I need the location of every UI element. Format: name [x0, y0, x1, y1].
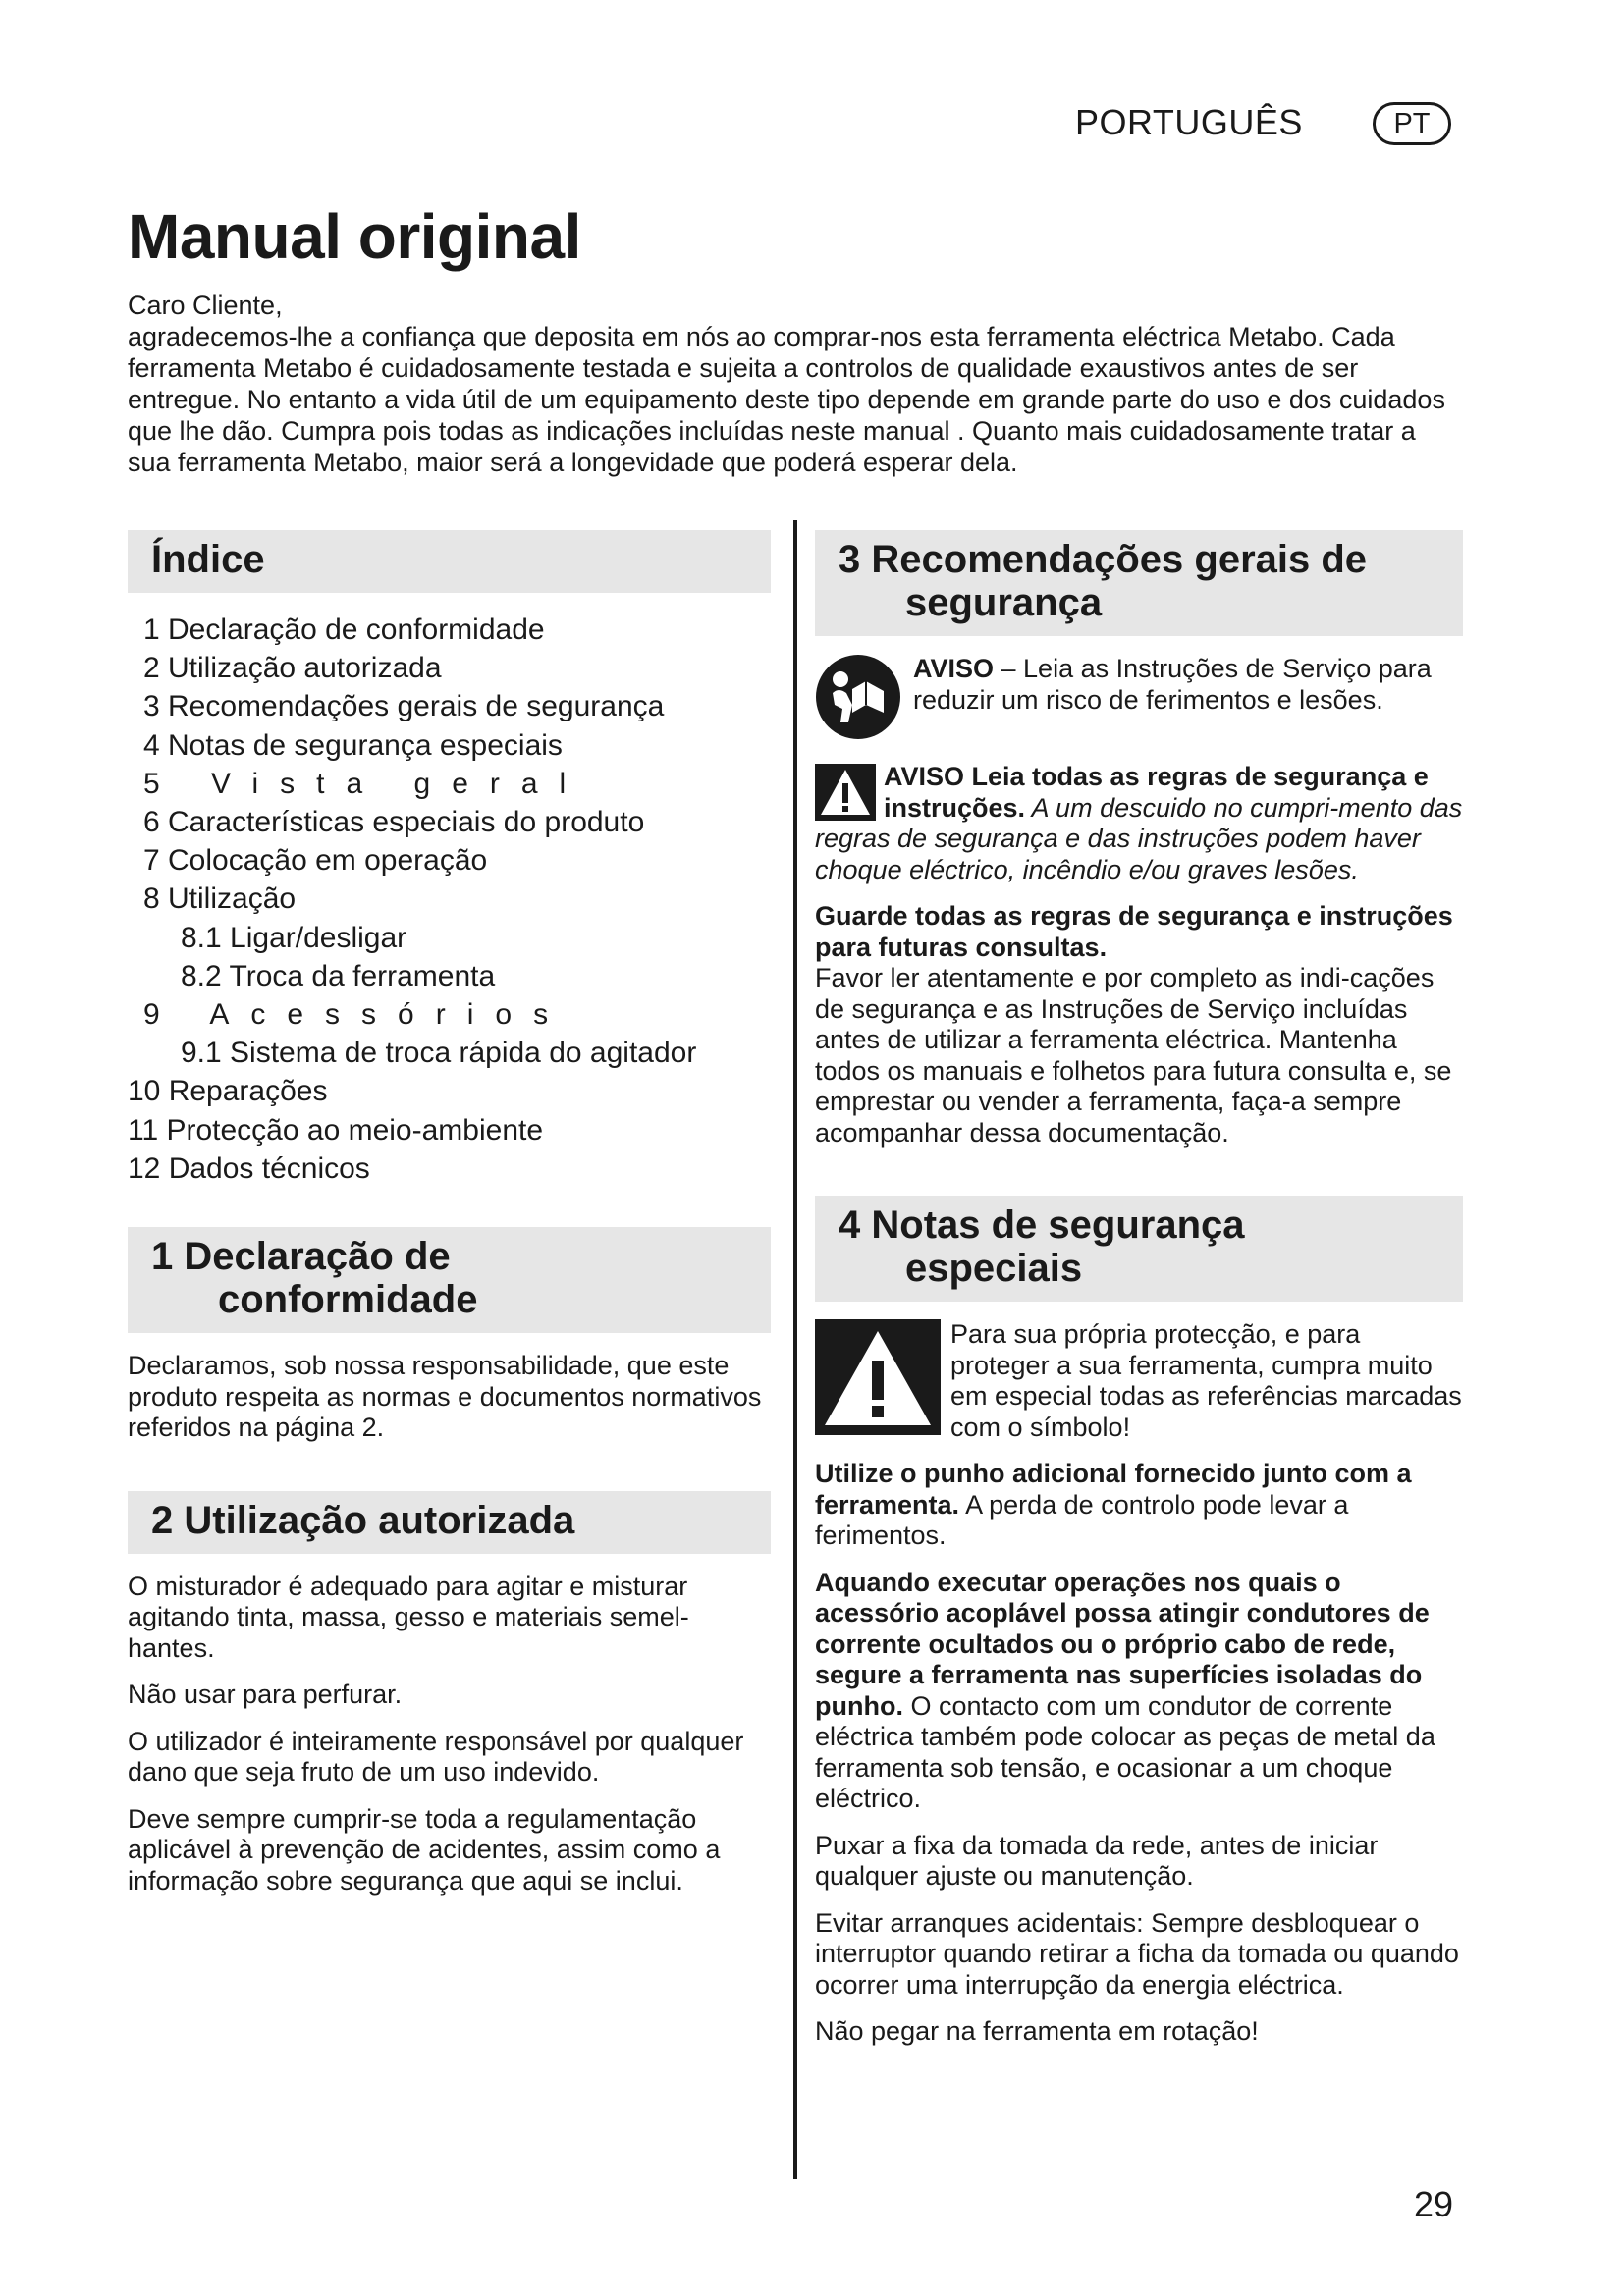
section-2-paragraph: Deve sempre cumprir-se toda a regulamentação aplicável à prevenção de acidentes, assim como a informação sobre segurança que aqui se inclui. [128, 1803, 721, 1896]
toc-item[interactable]: 11 Protecção ao meio-ambiente [128, 1113, 544, 1147]
section-4-number: 4 [839, 1203, 861, 1247]
keep-bold: Guarde todas as regras de segurança e instruções para futuras consultas. [815, 901, 1453, 962]
toc-item[interactable]: 12 Dados técnicos [128, 1151, 370, 1185]
read-manual-notice-text [913, 654, 1463, 716]
notice-1-text: – Leia as Instruções de Serviço para reduzir um risco de ferimentos e lesões. [913, 654, 1432, 715]
section-1-title-line2: conformidade [218, 1278, 478, 1322]
keep-instructions-text [815, 901, 1463, 1148]
toc-item[interactable]: 5 Vista geral [143, 767, 588, 800]
left-column [128, 530, 771, 1912]
toc-item[interactable]: 1 Declaração de conformidade [143, 614, 545, 646]
keep-text: Favor ler atentamente e por completo as indi-cações de segurança e as Instruções de Serviço incluídas antes de utilizar a ferramenta eléctrica. Mantenha todos os manuais e folhetos para futura consulta e, se emprestar ou vender a ferramenta, faça-a sempre acompanhar dessa documentação. [815, 963, 1452, 1148]
toc-item[interactable]: 10 Reparações [128, 1075, 328, 1108]
page-title: Manual original [128, 201, 581, 272]
read-manual-icon [815, 654, 901, 740]
toc-heading-text: Índice [151, 538, 265, 581]
section-1-title-line1: Declaração de [184, 1235, 451, 1279]
toc-item[interactable]: 4 Notas de segurança especiais [143, 728, 563, 762]
special-warning-notice [815, 1319, 1463, 1443]
toc-item[interactable]: 6 Características especiais do produto [143, 806, 645, 839]
page-number: 29 [1414, 2184, 1454, 2224]
toc-subitem[interactable]: 8.1 Ligar/desligar [181, 921, 407, 954]
section-1-number: 1 [151, 1235, 174, 1279]
intro-greeting: Caro Cliente, [128, 291, 283, 320]
toc-subitem[interactable]: 9.1 Sistema de troca rápida do agitador [181, 1037, 697, 1070]
section-1-text: Declaramos, sob nossa responsabilidade, que este produto respeita as normas e documentos normativos referidos na página 2. [128, 1351, 762, 1443]
toc-subitem[interactable]: 8.2 Troca da ferramenta [181, 959, 496, 992]
section-4-title-line2: especiais [905, 1247, 1083, 1290]
special-warning-text: Para sua própria protecção, e para proteger a sua ferramenta, cumpra muito em especial todas as referências marcadas com o símbolo! [950, 1319, 1462, 1442]
section-4-title-line1: Notas de segurança [871, 1203, 1245, 1247]
section-3-number: 3 [839, 538, 861, 581]
section-2-number: 2 [151, 1498, 174, 1542]
section-4-paragraph-5: Não pegar na ferramenta em rotação! [815, 2016, 1259, 2046]
section-2-heading [128, 1491, 771, 1554]
section-4-paragraph-3: Puxar a fixa da tomada da rede, antes de iniciar qualquer ajuste ou manutenção. [815, 1830, 1379, 1891]
section-3-heading [815, 530, 1463, 636]
notice-2-italic: A um descuido no cumpri-mento das regras de segurança e das instruções podem haver choque eléctrico, incêndio e/ou graves lesões. [815, 792, 1463, 884]
language-label: PORTUGUÊS [1075, 102, 1303, 142]
column-divider [793, 520, 797, 2179]
right-column [815, 530, 1463, 2063]
warning-notice [815, 762, 1463, 885]
section-1-heading [128, 1227, 771, 1333]
section-4-paragraph-4: Evitar arranques acidentais: Sempre desbloquear o interruptor quando retirar a ficha da tomada ou quando ocorrer uma interrupção da energia eléctrica. [815, 1907, 1459, 2000]
p2-bold: Aquando executar operações nos quais o acessório acoplável possa atingir condutores de corrente ocultados ou o próprio cabo de rede, segure a ferramenta nas superfícies isoladas do punho. [815, 1567, 1430, 1721]
section-4-paragraph-1 [815, 1459, 1463, 1552]
read-manual-notice [815, 654, 1463, 748]
intro-text: agradecemos-lhe a confiança que deposita em nós ao comprar-nos esta ferramenta eléctrica Metabo. Cada ferramenta Metabo é cuidadosamente testada e sujeita a controlos de qualidade exaustivos antes de ser entregue. No entanto a vida útil de um equipamento deste tipo depende em grande parte do uso e dos cuidados que lhe dão. Cumpra pois todas as indicações incluídas neste manual . Quanto mais cuidadosamente tratar a sua ferramenta Metabo, maior será a longevidade que poderá esperar dela. [128, 322, 1445, 477]
p2-text: O contacto com um condutor de corrente eléctrica também pode colocar as peças de metal da ferramenta sob tensão, e ocasionar a um choque eléctrico. [815, 1690, 1435, 1813]
warning-icon [815, 764, 876, 821]
section-2-title: Utilização autorizada [184, 1498, 575, 1542]
toc-item[interactable]: 3 Recomendações gerais de segurança [143, 690, 665, 723]
warning-notice-text [815, 762, 1463, 885]
table-of-contents [128, 611, 771, 1188]
section-3-title-line1: Recomendações gerais de [871, 538, 1368, 581]
warning-triangle-icon [815, 1319, 941, 1435]
section-4-paragraph-2 [815, 1568, 1463, 1815]
toc-item[interactable]: 9 Acessórios [143, 998, 570, 1032]
toc-item[interactable]: 7 Colocação em operação [143, 844, 488, 878]
toc-item[interactable]: 2 Utilização autorizada [143, 652, 442, 685]
section-2-paragraph: O misturador é adequado para agitar e misturar agitando tinta, massa, gesso e materiais semel-hantes. [128, 1571, 689, 1663]
notice-1-bold: AVISO [913, 654, 995, 683]
section-2-paragraph: Não usar para perfurar. [128, 1680, 403, 1710]
language-code-badge: PT [1373, 102, 1451, 145]
p1-text: A perda de controlo pode levar a ferimentos. [815, 1489, 1349, 1550]
language-header [1075, 98, 1468, 153]
notice-2-bold: AVISO Leia todas as regras de segurança e instruções. [884, 762, 1429, 823]
p1-bold: Utilize o punho adicional fornecido junto com a ferramenta. [815, 1459, 1412, 1520]
section-2-paragraph: O utilizador é inteiramente responsável por qualquer dano que seja fruto de um uso indevido. [128, 1726, 744, 1788]
section-4-heading [815, 1196, 1463, 1302]
toc-heading [128, 530, 771, 593]
toc-item[interactable]: 8 Utilização [143, 882, 297, 916]
section-3-title-line2: segurança [905, 581, 1103, 624]
intro [128, 290, 1463, 478]
